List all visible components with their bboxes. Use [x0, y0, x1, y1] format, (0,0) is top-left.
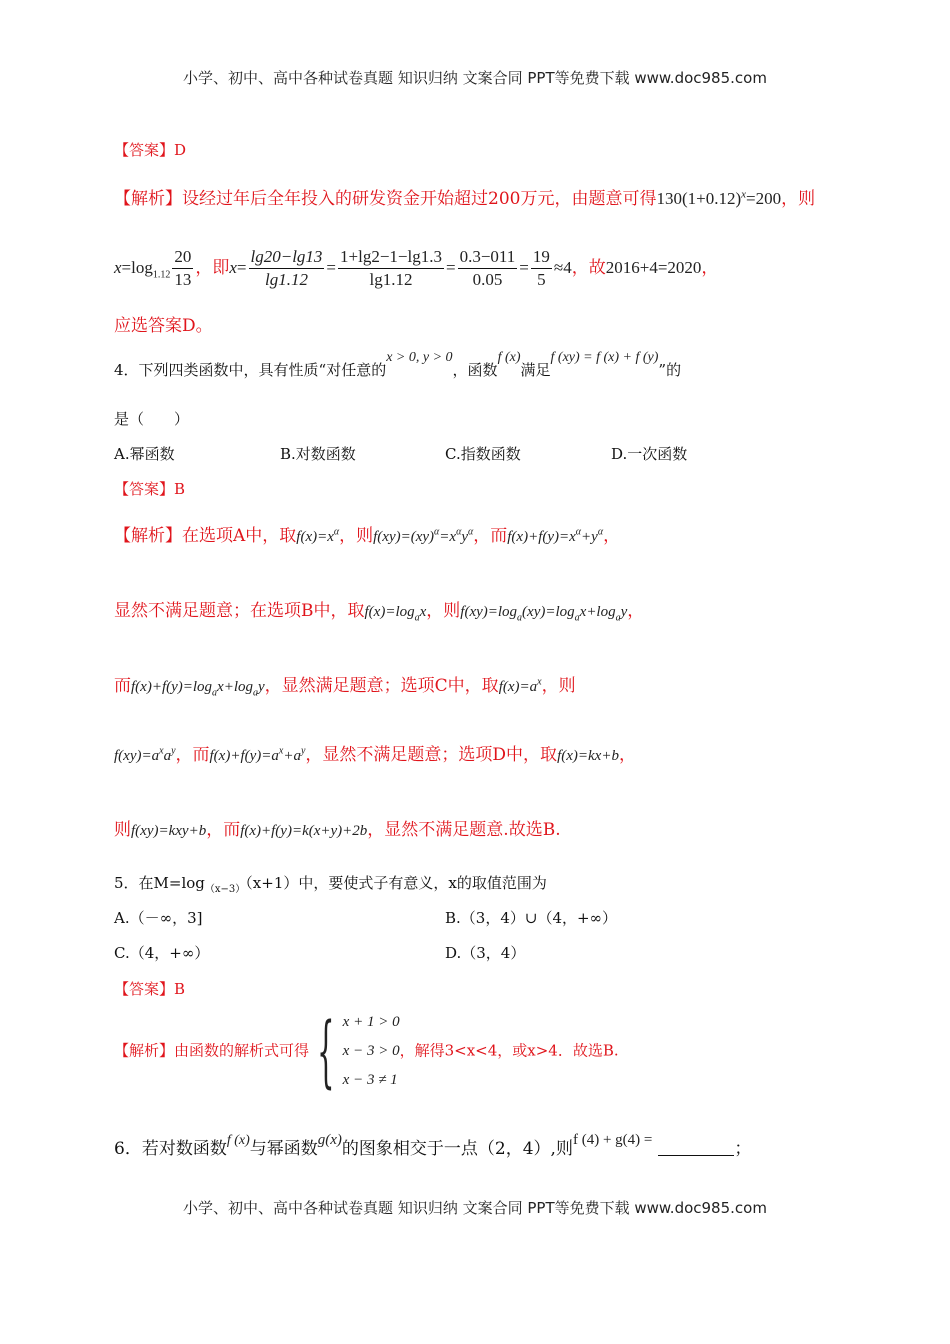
fraction-lg2: $\frac{1+\lg 2-1-\lg 1.3}{\lg 1.12}$ [340, 247, 442, 289]
q4-option-c: C.指数函数 [445, 445, 521, 463]
q5-option-a: A.（－∞，3] [114, 909, 203, 927]
q3-answer: 【答案】D [114, 141, 187, 159]
inequality-system: x + 1 > 0 x − 3 > 0 x − 3 ≠ 1 [342, 1014, 400, 1088]
fraction-decimal: $\frac{0.3-011}{0.05}$ [459, 247, 516, 289]
q4-analysis-line4: $f(xy)=a^xa^y$，而$f(x)+f(y)=a^x+a^y$，显然不满足题意；选项D中，取f(x)=kx+b， [114, 745, 636, 765]
q4-option-a: A.幂函数 [114, 445, 175, 463]
q4-answer: 【答案】B [114, 480, 186, 498]
q4-analysis-line2: 显然不满足题意；在选项B中，取$f(x)=\log_ax$，则$f(xy)=\log_a(xy)=\log_ax+\log_ay$， [114, 601, 645, 624]
q4-stem-end: 是（ ） [114, 410, 190, 428]
q4-analysis-line3: 而$f(x)+f(y)=\log_ax+\log_ay$，显然满足题意；选项C中，取$f(x)=a^x$，则 [114, 676, 576, 699]
fraction-19-5: $\frac{19}{5}$ [532, 247, 550, 289]
q5-answer: 【答案】B [114, 980, 186, 998]
fraction-20-13: $\frac{20}{13}$ [174, 247, 192, 289]
q3-analysis-line2: $x=\log_{1.12}$ $\frac{20}{13}$ ，即x= $\frac{\lg 20-\lg 13}{\lg 1.12}$ = $\frac{1+\lg 2-1-\lg 1.3}{\lg 1.12}$ = $\frac{0.3-011}{0.05}$ = $\frac{19}{5}$ ≈4，故2016+4=2020， [114, 247, 719, 289]
page-footer: 小学、初中、高中各种试卷真题 知识归纳 文案合同 PPT等免费下载 www.doc985.com [183, 1199, 767, 1217]
q3-analysis-line1: 【解析】设经过年后全年投入的研发资金开始超过200万元，由题意可得$130(1+0.12)^x=200$，则 [114, 188, 816, 209]
answer-blank[interactable] [658, 1143, 734, 1156]
q3-conclusion: 应选答案D。 [114, 316, 213, 336]
q5-option-c: C.（4，+∞） [114, 944, 210, 962]
q5-stem: 5．在$M=\log_{(x-3)}(x+1)$中，要使式子有意义，x的取值范围为 [114, 874, 547, 895]
q4-analysis-line5: 则f(xy)=kxy+b，而f(x)+f(y)=k(x+y)+2b，显然不满足题意.故选B. [114, 820, 561, 840]
q4-option-b: B.对数函数 [280, 445, 356, 463]
q4-option-d: D.一次函数 [611, 445, 688, 463]
q4-stem: 4．下列四类函数中，具有性质“对任意的x > 0, y > 0，函数f (x)满足f (xy) = f (x) + f (y)”的 [114, 350, 682, 379]
q5-option-b: B.（3，4）∪（4，+∞） [445, 909, 618, 927]
left-brace: { [317, 1006, 335, 1097]
q6-stem: 6．若对数函数f (x)与幂函数g(x)的图象相交于一点（2，4）,则f (4) + g(4) = ； [114, 1132, 752, 1159]
q4-analysis-line1: 【解析】在选项A中，取$f(x)=x^\alpha$，则$f(xy)=(xy)^\alpha=x^\alpha y^\alpha$，而$f(x)+f(y)=x^\alpha+y^\alpha$， [114, 526, 621, 546]
q5-option-d: D.（3，4） [445, 944, 526, 962]
fraction-lg: $\frac{\lg 20-\lg 13}{\lg 1.12}$ [250, 247, 323, 289]
q5-analysis: 【解析】由函数的解析式可得 { x + 1 > 0 x − 3 > 0 x − 3 ≠ 1 ，解得3<x<4，或x>4．故选B. [114, 1006, 619, 1097]
page-header: 小学、初中、高中各种试卷真题 知识归纳 文案合同 PPT等免费下载 www.doc985.com [183, 69, 767, 87]
